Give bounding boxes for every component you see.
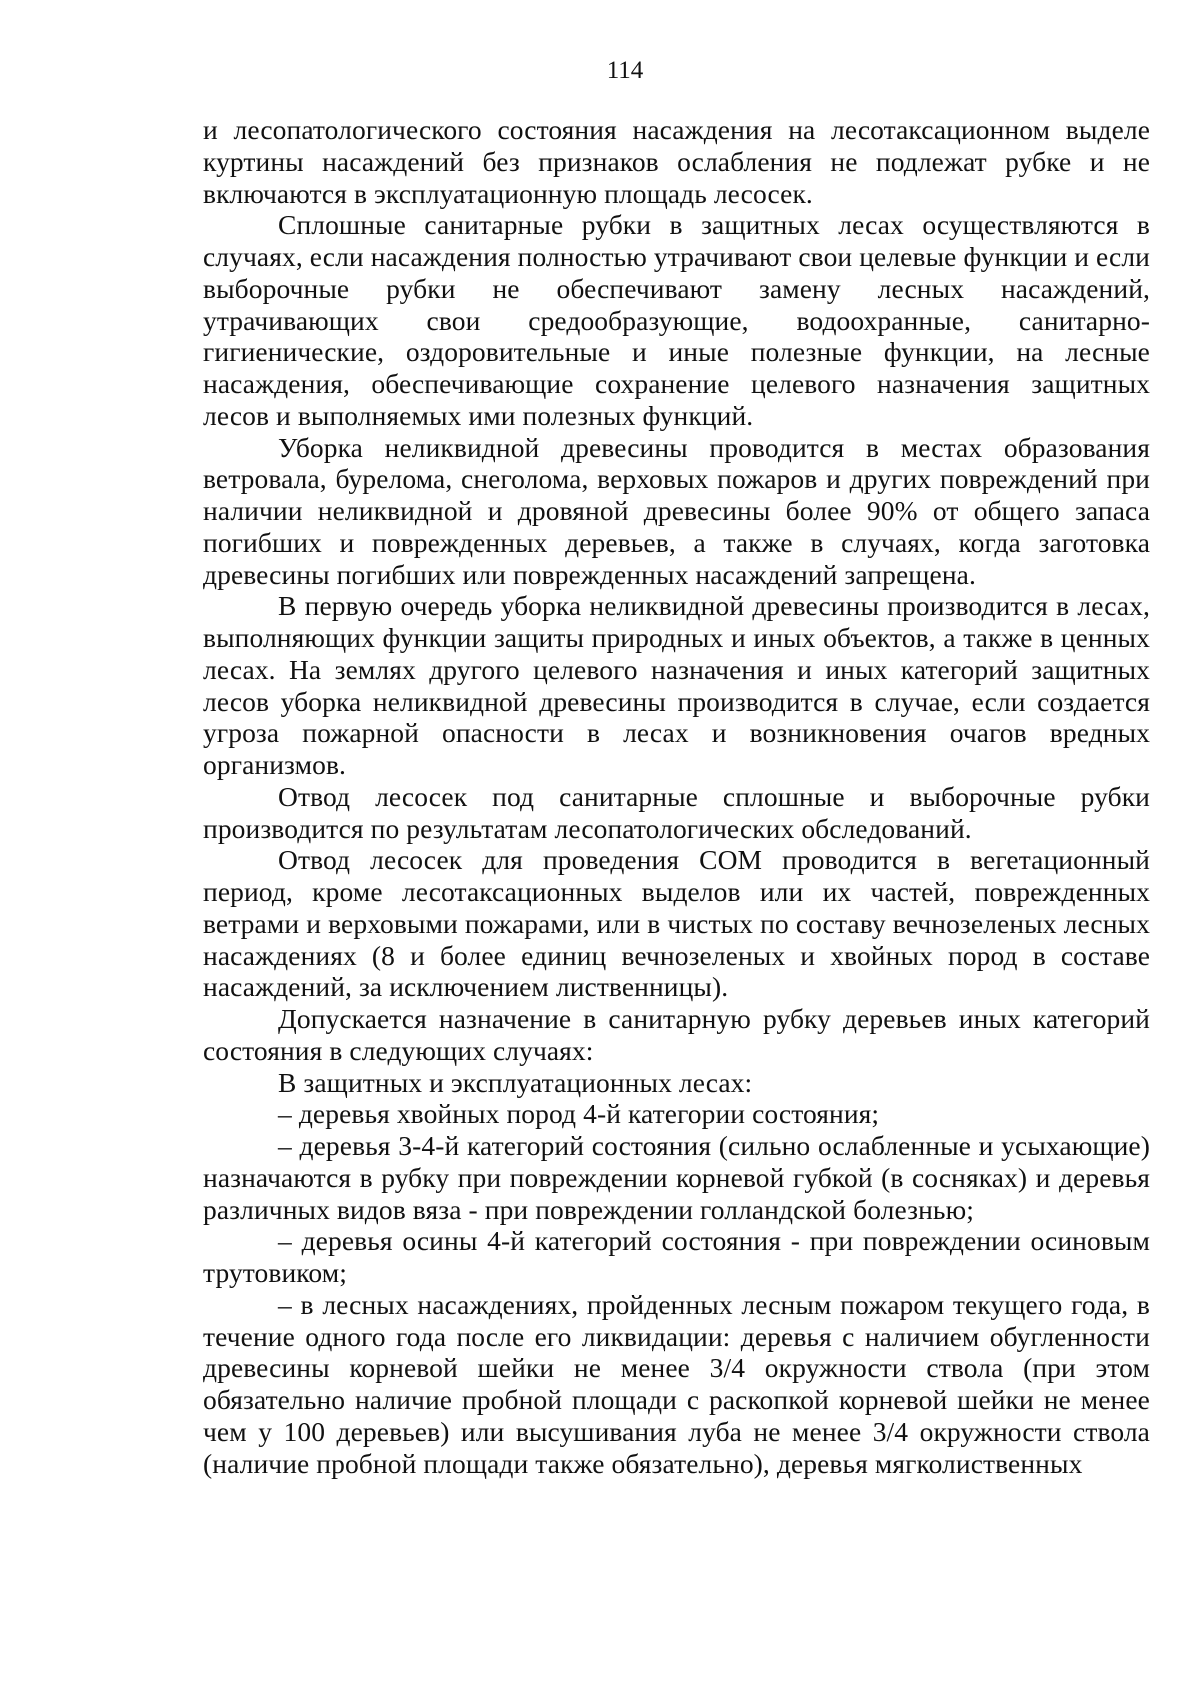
paragraph-cut-area-allotment: Отвод лесосек под санитарные сплошные и выборочные рубки производится по результатам лесопатологических обследований. bbox=[203, 780, 1150, 844]
page-number: 114 bbox=[606, 57, 644, 84]
paragraph-clear-sanitary-cuts: Сплошные санитарные рубки в защитных лесах осуществляются в случаях, если насаждения полностью утрачивают свои целевые функции и если выборочные рубки не обеспечивают замену лесных насаждений, утрачивающих свои средообразующие, водоохранные, санитарно-гигиенические, оздоровительные и иные полезные функции, на лесные насаждения, обеспечивающие сохранение целевого назначения защитных лесов и выполняемых ими полезных функций. bbox=[203, 209, 1150, 431]
paragraph-cleanup-priority: В первую очередь уборка неликвидной древесины производится в лесах, выполняющих функции защиты природных и иных объектов, а также в ценных лесах. На землях другого целевого назначения и иных категорий защитных лесов уборка неликвидной древесины производится в случае, если создается угроза пожарной опасности в лесах и возникновения очагов вредных организмов. bbox=[203, 590, 1150, 780]
list-item: – деревья осины 4-й категорий состояния - при повреждении осиновым трутовиком; bbox=[203, 1225, 1150, 1288]
paragraph-som-allotment: Отвод лесосек для проведения СОМ проводится в вегетационный период, кроме лесотаксационных выделов или их частей, поврежденных ветрами и верховыми пожарами, или в чистых по составу вечнозеленых лесных насаждениях (8 и более единиц вечнозеленых и хвойных пород в составе насаждений, за исключением лиственницы). bbox=[203, 844, 1150, 1003]
list-item: – деревья 3-4-й категорий состояния (сильно ослабленные и усыхающие) назначаются в рубку при повреждении корневой губкой (в сосняках) и деревья различных видов вяза - при повреждении голландской болезнью; bbox=[203, 1130, 1150, 1225]
paragraph-allowed-cases: Допускается назначение в санитарную рубку деревьев иных категорий состояния в следующих случаях: bbox=[203, 1003, 1150, 1066]
paragraph-continuation: и лесопатологического состояния насаждения на лесотаксационном выделе куртины насаждений без признаков ослабления не подлежат рубке и не включаются в эксплуатационную площадь лесосек. bbox=[203, 114, 1150, 209]
document-body bbox=[203, 114, 1150, 1479]
list-item: – деревья хвойных пород 4-й категории состояния; bbox=[278, 1098, 880, 1130]
paragraph-forest-types: В защитных и эксплуатационных лесах: bbox=[278, 1066, 753, 1098]
paragraph-deadwood-cleanup: Уборка неликвидной древесины проводится в местах образования ветровала, бурелома, снеголома, верховых пожаров и других повреждений при наличии неликвидной и дровяной древесины более 90% от общего запаса погибших и поврежденных деревьев, а также в случаях, когда заготовка древесины погибших или поврежденных насаждений запрещена. bbox=[203, 431, 1150, 590]
list-item: – в лесных насаждениях, пройденных лесным пожаром текущего года, в течение одного года после его ликвидации: деревья с наличием обугленности древесины корневой шейки не менее 3/4 окружности ствола (при этом обязательно наличие пробной площади с раскопкой корневой шейки не менее чем у 100 деревьев) или высушивания луба не менее 3/4 окружности ствола (наличие пробной площади также обязательно), деревья мягколиственных bbox=[203, 1288, 1150, 1479]
